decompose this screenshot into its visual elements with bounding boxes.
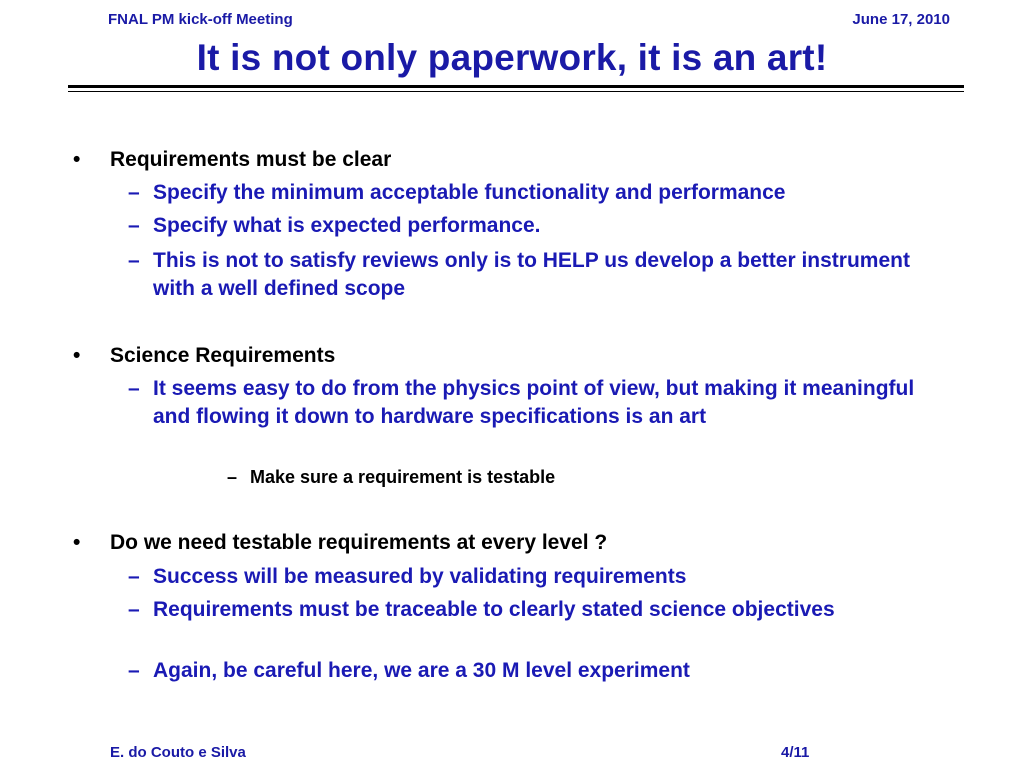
- meeting-name: FNAL PM kick-off Meeting: [108, 11, 293, 28]
- sub-bullet-text: Success will be measured by validating requirements: [153, 565, 687, 588]
- dash-icon: –: [128, 249, 140, 272]
- bullet-dot-icon: •: [73, 531, 81, 554]
- sub-bullet-text: Requirements must be traceable to clearly stated science objectives: [153, 598, 835, 621]
- dash-icon: –: [128, 214, 140, 237]
- sub-bullet-text: Specify what is expected performance.: [153, 214, 541, 237]
- bullet-dot-icon: •: [73, 344, 81, 367]
- slide-title: It is not only paperwork, it is an art!: [196, 37, 828, 78]
- dash-icon: –: [128, 181, 140, 204]
- bullet-text: Do we need testable requirements at every level ?: [110, 531, 608, 554]
- sub-sub-bullet-text: Make sure a requirement is testable: [250, 467, 556, 487]
- dash-icon: –: [227, 467, 238, 487]
- bullet-text: Science Requirements: [110, 344, 336, 367]
- sub-bullet-text: This is not to satisfy reviews only is to HELP us develop a better instrument with a well defined scope: [153, 249, 910, 300]
- bullet-text: Requirements must be clear: [110, 148, 392, 171]
- footer-page-number: 4/11: [781, 744, 810, 761]
- dash-icon: –: [128, 659, 140, 682]
- sub-bullet-text: Specify the minimum acceptable functionality and performance: [153, 181, 786, 204]
- footer-author: E. do Couto e Silva: [110, 744, 246, 761]
- meeting-date: June 17, 2010: [852, 11, 950, 28]
- dash-icon: –: [128, 377, 140, 400]
- bullet-dot-icon: •: [73, 148, 81, 171]
- dash-icon: –: [128, 598, 140, 621]
- dash-icon: –: [128, 565, 140, 588]
- sub-bullet-text: Again, be careful here, we are a 30 M level experiment: [153, 659, 690, 682]
- sub-bullet-text: It seems easy to do from the physics point of view, but making it meaningful and flowing it down to hardware specifications is an art: [153, 377, 915, 428]
